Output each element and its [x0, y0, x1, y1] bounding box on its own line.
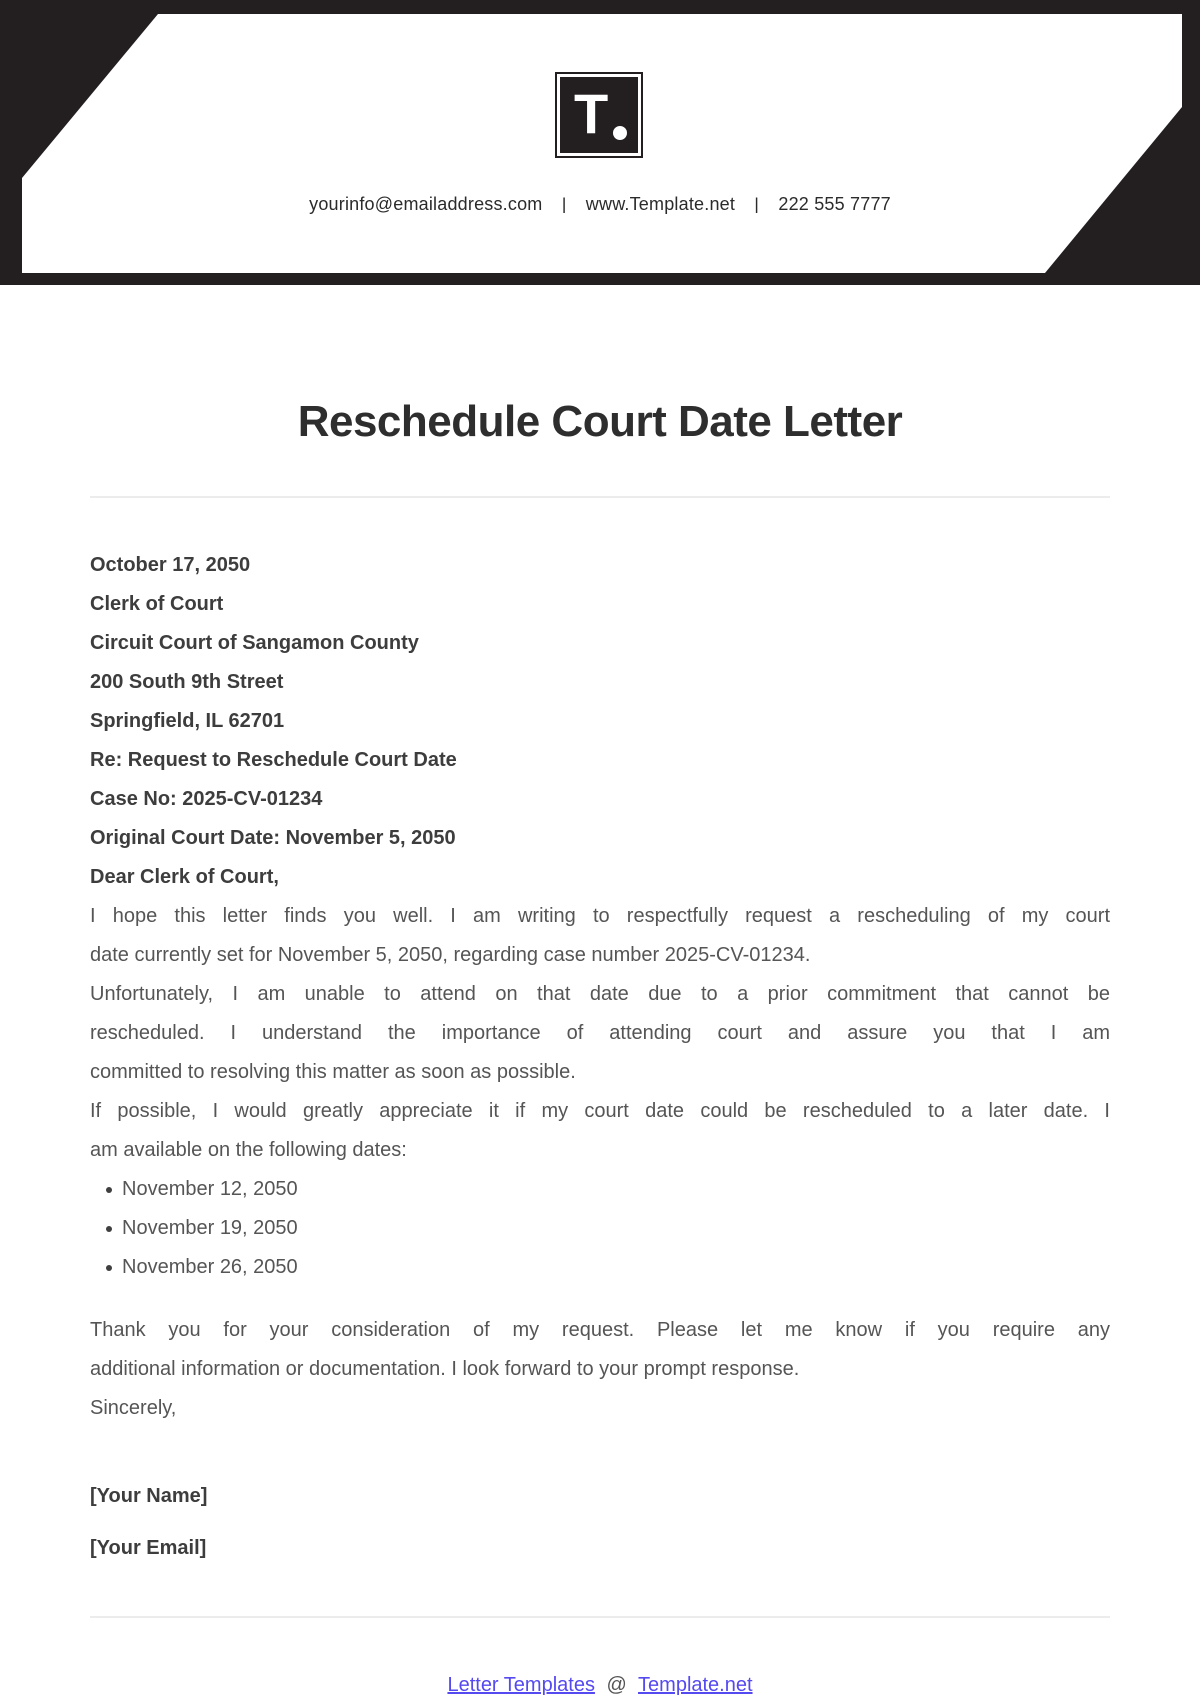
paragraph-line: committed to resolving this matter as soon as possible. — [90, 1061, 576, 1083]
bullet-icon — [106, 1265, 112, 1271]
logo-dot-icon — [613, 126, 627, 140]
footer-at-separator: @ — [606, 1674, 627, 1696]
list-item — [90, 1209, 1110, 1248]
paragraph-line: rescheduled. I understand the importance of attending court and assure you that I am — [90, 1022, 1110, 1044]
available-date: November 26, 2050 — [122, 1256, 298, 1278]
contact-separator: | — [754, 195, 760, 214]
letter-templates-link[interactable]: Letter Templates — [447, 1674, 595, 1696]
contact-email: yourinfo@emailaddress.com — [309, 194, 543, 214]
bullet-icon — [106, 1226, 112, 1232]
letter-date: October 17, 2050 — [90, 554, 251, 576]
signature-name-placeholder: [Your Name] — [90, 1485, 208, 1507]
available-date: November 19, 2050 — [122, 1217, 298, 1239]
signature-email-placeholder: [Your Email] — [90, 1537, 207, 1559]
brand-logo — [555, 72, 643, 158]
bullet-icon — [106, 1187, 112, 1193]
brand-logo-inner — [560, 77, 638, 153]
recipient-name: Clerk of Court — [90, 593, 224, 615]
paragraph-line: Unfortunately, I am unable to attend on that date due to a prior commitment that cannot be — [90, 983, 1110, 1005]
case-number-line: Case No: 2025-CV-01234 — [90, 788, 323, 810]
paragraph-line: date currently set for November 5, 2050, regarding case number 2025-CV-01234. — [90, 944, 811, 966]
list-item — [90, 1248, 1110, 1287]
paragraph-line: Thank you for your consideration of my request. Please let me know if you require any — [90, 1319, 1110, 1341]
contact-separator: | — [561, 195, 567, 214]
recipient-city: Springfield, IL 62701 — [90, 710, 285, 732]
header-banner — [0, 0, 1200, 285]
paragraph-line: am available on the following dates: — [90, 1139, 407, 1161]
contact-bar — [0, 194, 1200, 215]
recipient-organization: Circuit Court of Sangamon County — [90, 632, 419, 654]
available-date: November 12, 2050 — [122, 1178, 298, 1200]
paragraph-line: additional information or documentation. I look forward to your prompt response. — [90, 1358, 800, 1380]
paragraph-line: If possible, I would greatly appreciate it if my court date could be rescheduled to a later date. I — [90, 1100, 1110, 1122]
paragraph-line: I hope this letter finds you well. I am writing to respectfully request a rescheduling of my court — [90, 905, 1110, 927]
original-date-line: Original Court Date: November 5, 2050 — [90, 827, 456, 849]
salutation: Dear Clerk of Court, — [90, 866, 279, 888]
divider-bottom — [90, 1616, 1110, 1618]
template-net-link[interactable]: Template.net — [638, 1674, 753, 1696]
subject-line: Re: Request to Reschedule Court Date — [90, 749, 457, 771]
divider-top — [90, 496, 1110, 498]
list-item — [90, 1170, 1110, 1209]
page-title: Reschedule Court Date Letter — [297, 397, 903, 446]
footer — [0, 1666, 1200, 1700]
contact-website: www.Template.net — [585, 194, 736, 214]
closing-line: Sincerely, — [90, 1397, 177, 1419]
recipient-street: 200 South 9th Street — [90, 671, 284, 693]
logo-letter: T — [574, 82, 608, 145]
letter-body — [90, 546, 1110, 1568]
contact-phone: 222 555 7777 — [778, 194, 891, 214]
